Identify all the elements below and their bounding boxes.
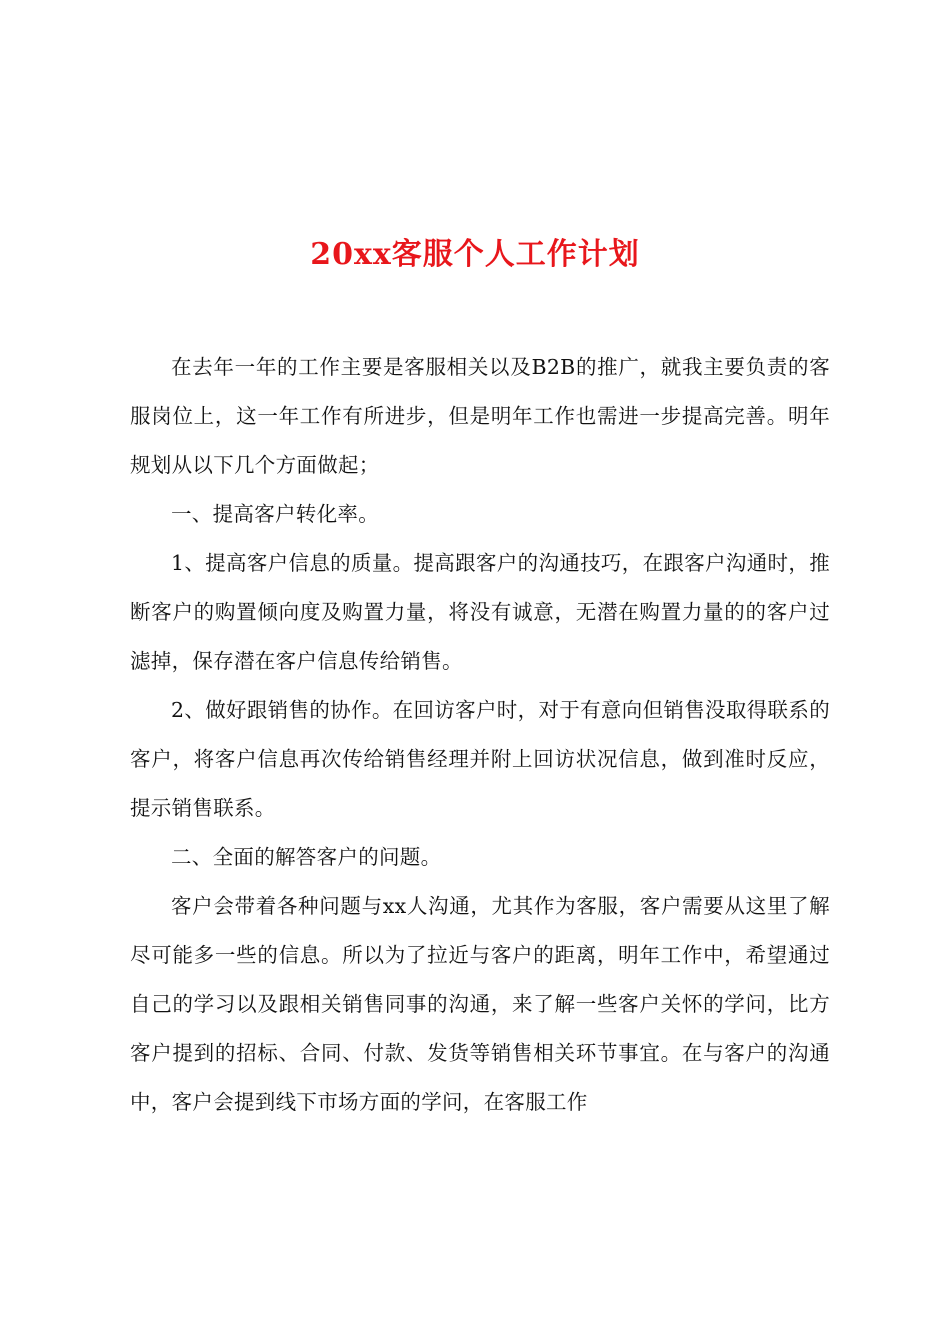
section-heading-1: 一、提高客户转化率。 (171, 502, 379, 526)
paragraph-item-1: 1、提高客户信息的质量。提高跟客户的沟通技巧，在跟客户沟通时，推断客户的购置倾向度及购置力量，将没有诚意，无潜在购置力量的的客户过滤掉，保存潜在客户信息传给销售。 (130, 551, 830, 673)
paragraph-intro: 在去年一年的工作主要是客服相关以及B2B的推广，就我主要负责的客服岗位上，这一年工作有所进步，但是明年工作也需进一步提高完善。明年规划从以下几个方面做起； (130, 355, 830, 477)
paragraph-body: 客户会带着各种问题与xx人沟通，尤其作为客服，客户需要从这里了解尽可能多一些的信息。所以为了拉近与客户的距离，明年工作中，希望通过自己的学习以及跟相关销售同事的沟通，来了解一些客户关怀的学问，比方客户提到的招标、合同、付款、发货等销售相关环节事宜。在与客户的沟通中，客户会提到线下市场方面的学问，在客服工作 (130, 894, 830, 1114)
document-title: 20xx客服个人工作计划 (310, 237, 640, 273)
paragraph-item-2: 2、做好跟销售的协作。在回访客户时，对于有意向但销售没取得联系的客户，将客户信息再次传给销售经理并附上回访状况信息，做到准时反应，提示销售联系。 (130, 698, 830, 820)
section-heading-2: 二、全面的解答客户的问题。 (171, 845, 442, 869)
document-body (130, 343, 830, 1127)
